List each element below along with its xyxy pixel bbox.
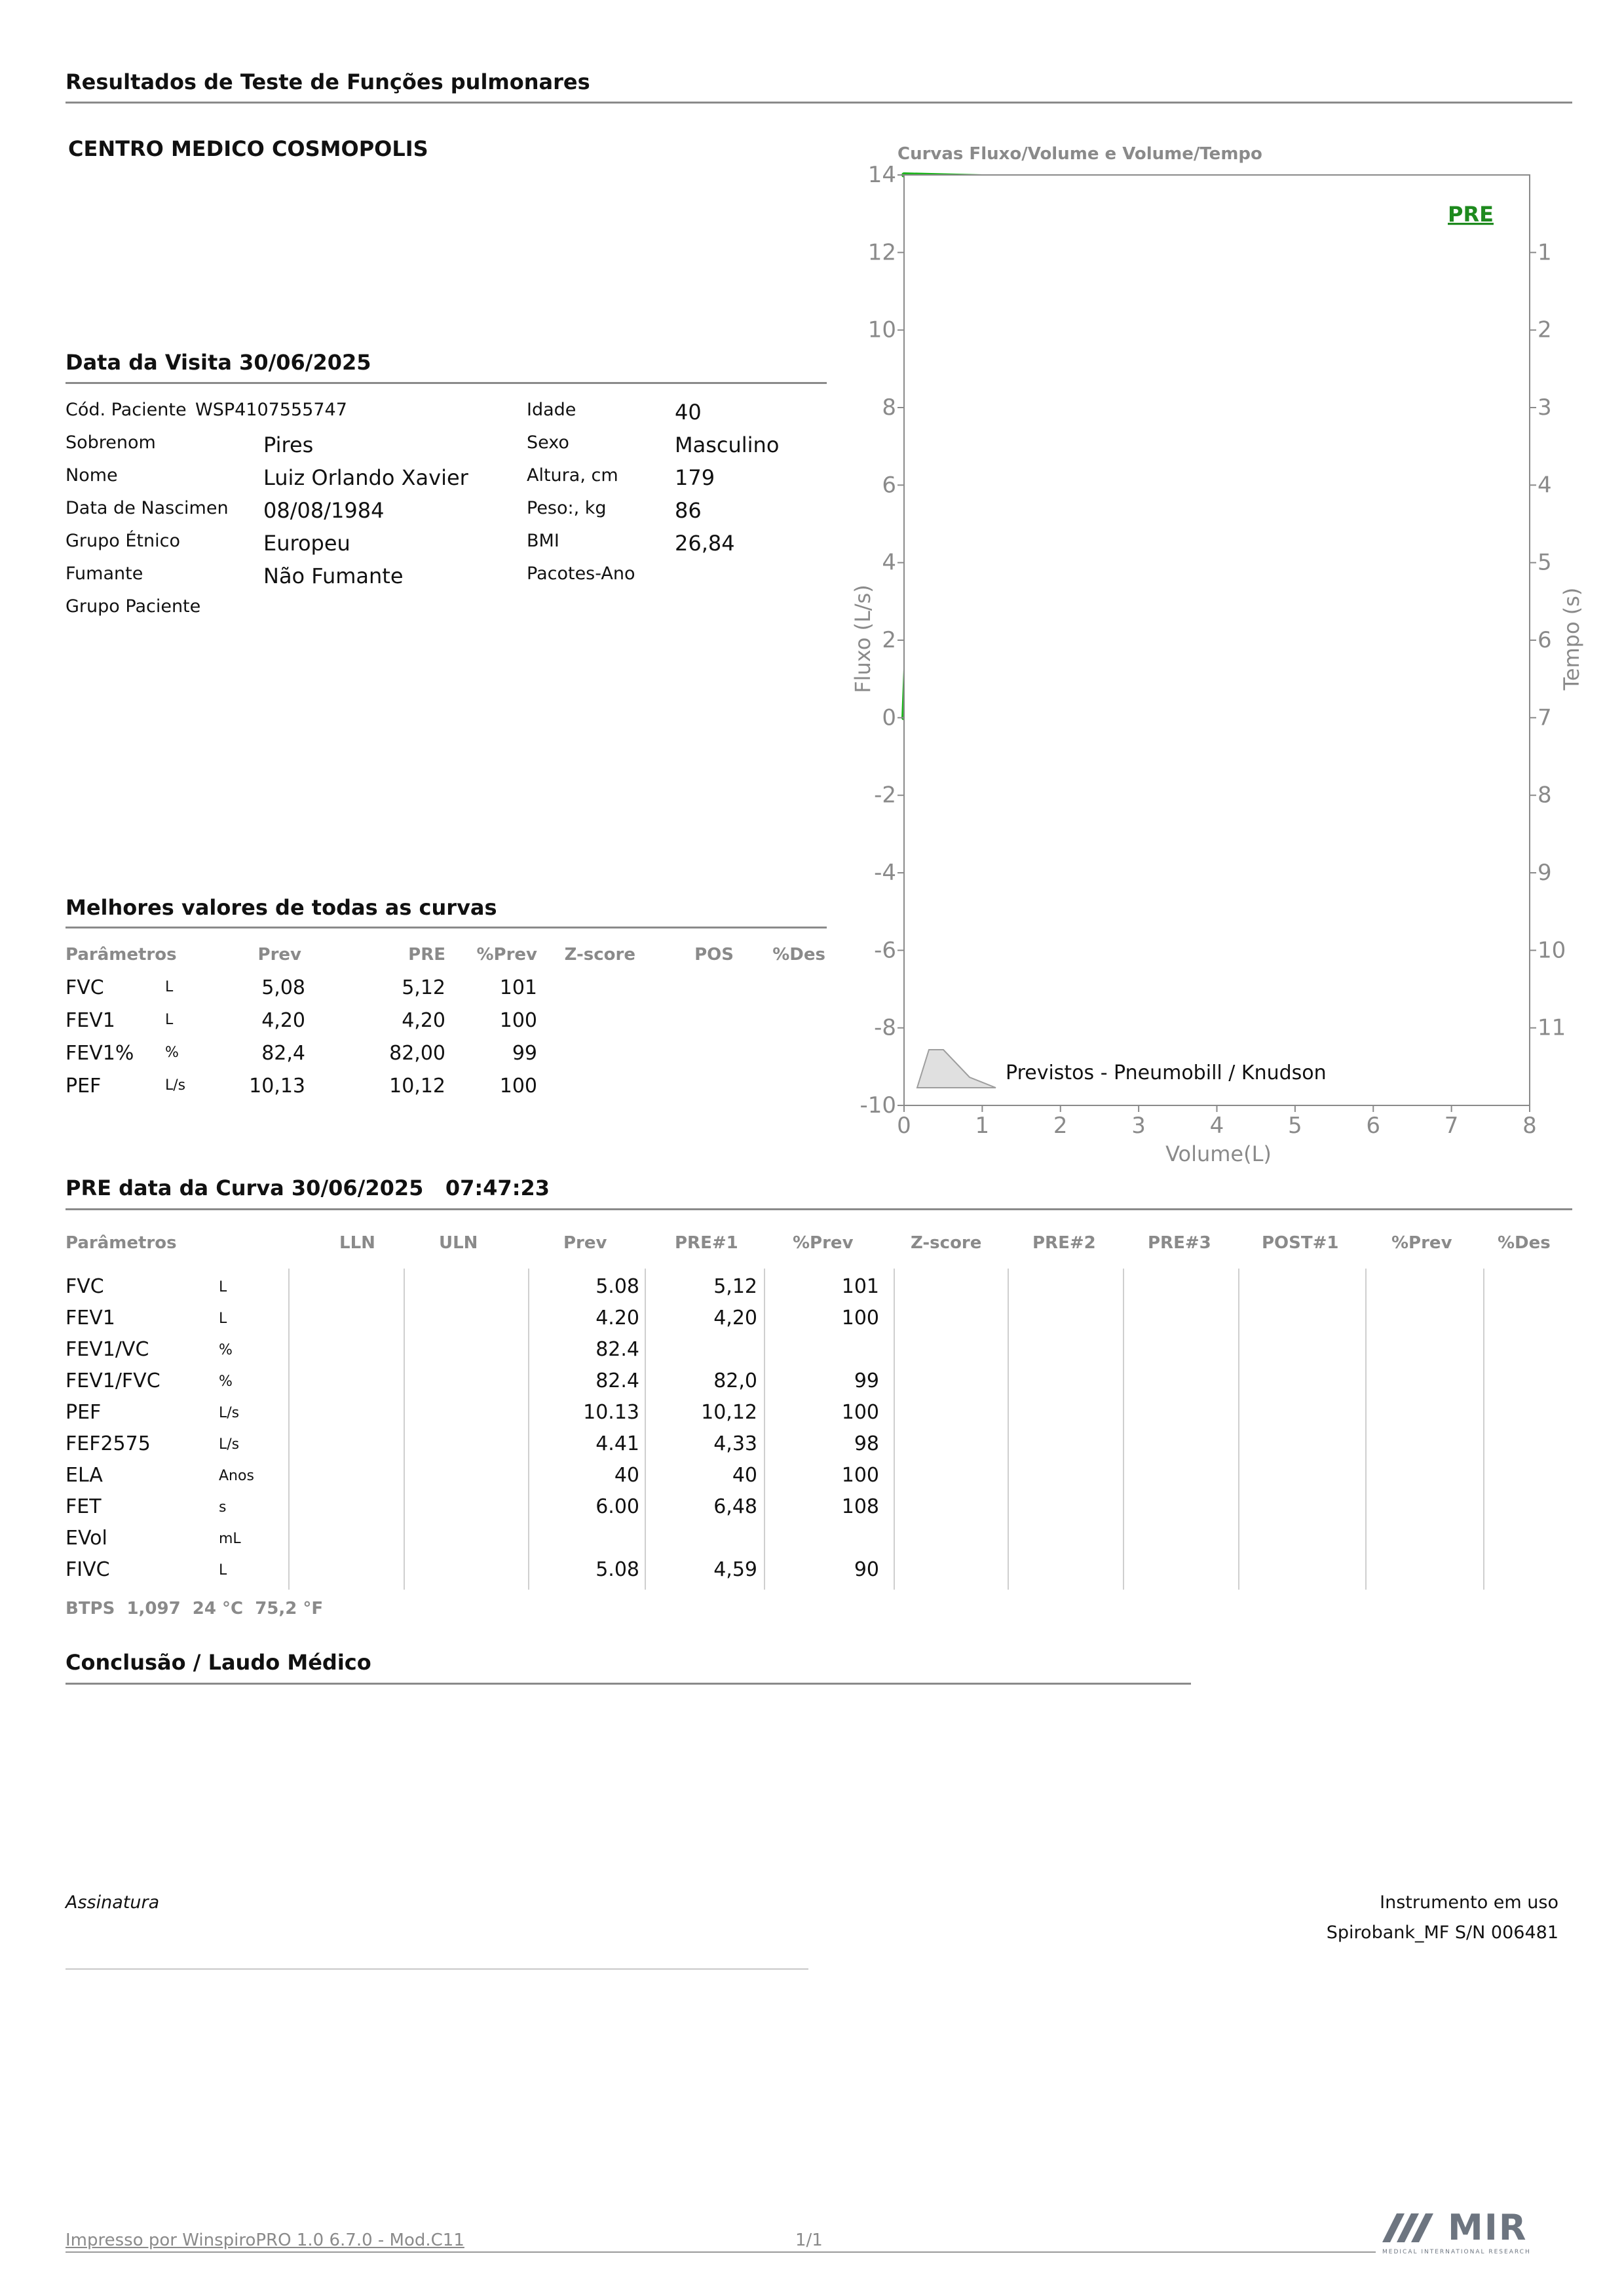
signature-line	[66, 1968, 808, 1970]
ethnic-value: Europeu	[263, 531, 350, 556]
dob-label: Data de Nascimen	[66, 498, 229, 518]
x-tick-label: 4	[1209, 1113, 1224, 1139]
prev-value: 4,20	[261, 1009, 305, 1032]
y2-tick-label: 3	[1538, 394, 1552, 421]
pre1-value: 4,20	[713, 1307, 757, 1330]
surname-value: Pires	[263, 432, 314, 457]
y2-tick-label: 8	[1538, 782, 1552, 809]
prev-value: 82,4	[261, 1042, 305, 1065]
param-name: FEV1/VC	[66, 1338, 149, 1361]
x-axis-label: Volume(L)	[1165, 1141, 1272, 1166]
pre1-value: 10,12	[701, 1401, 757, 1424]
pre1-value: 6,48	[713, 1495, 757, 1518]
height-value: 179	[675, 465, 715, 490]
param-name: FEV1/FVC	[66, 1369, 161, 1392]
packs-label: Pacotes-Ano	[527, 564, 635, 584]
param-name: FIVC	[66, 1558, 110, 1581]
pre-value: 10,12	[389, 1075, 445, 1098]
best-header-pos: POS	[694, 945, 734, 965]
prev-value: 10.13	[583, 1401, 639, 1424]
y-tick-label: -2	[874, 782, 896, 809]
patient-code-label: Cód. Paciente	[66, 400, 187, 420]
param-unit: s	[219, 1499, 227, 1516]
surname-label: Sobrenom	[66, 432, 156, 453]
param-unit: L	[219, 1562, 227, 1578]
param-unit: %	[219, 1373, 233, 1390]
flow-volume-chart	[825, 131, 1584, 1179]
pctprev-value: 108	[841, 1495, 879, 1518]
mir-logo-icon	[1382, 2210, 1441, 2246]
y2-tick-label: 5	[1538, 549, 1552, 576]
pctprev-value: 98	[854, 1432, 879, 1455]
prev-value: 4.20	[595, 1307, 639, 1330]
x-tick-label: 3	[1131, 1113, 1146, 1139]
param-unit: %	[165, 1044, 179, 1061]
chart-title: Curvas Fluxo/Volume e Volume/Tempo	[897, 144, 1262, 164]
param-name: FET	[66, 1495, 102, 1518]
mir-logo-subtitle: MEDICAL INTERNATIONAL RESEARCH	[1382, 2249, 1531, 2255]
param-name: FEV1	[66, 1307, 115, 1330]
y-tick-label: 6	[882, 472, 896, 499]
conclusion-divider	[66, 1683, 1191, 1685]
param-name: FEV1%	[66, 1042, 134, 1065]
age-label: Idade	[527, 400, 576, 420]
curve-header-pre2: PRE#2	[1032, 1233, 1096, 1253]
bmi-value: 26,84	[675, 531, 735, 556]
y-tick-label: -6	[874, 937, 896, 964]
curve-header-pctprev: %Prev	[793, 1233, 854, 1253]
param-name: FVC	[66, 976, 104, 999]
age-value: 40	[675, 400, 702, 425]
column-separator	[1483, 1269, 1484, 1590]
param-unit: L	[219, 1311, 227, 1327]
chart-axes	[859, 162, 1566, 1139]
pre-value: 5,12	[402, 976, 445, 999]
prev-value: 5.08	[595, 1558, 639, 1581]
param-unit: L/s	[219, 1405, 240, 1421]
prev-value: 5.08	[595, 1275, 639, 1298]
visit-heading: Data da Visita 30/06/2025	[66, 350, 371, 375]
sex-label: Sexo	[527, 432, 569, 453]
column-separator	[1008, 1269, 1009, 1590]
prev-value: 6.00	[595, 1495, 639, 1518]
prev-value: 4.41	[595, 1432, 639, 1455]
y-tick-label: 10	[867, 316, 896, 343]
param-name: FEV1	[66, 1009, 115, 1032]
curve-heading	[66, 1176, 550, 1200]
x-tick-label: 5	[1288, 1113, 1302, 1139]
pre1-value: 4,59	[713, 1558, 757, 1581]
legend-label: Previstos - Pneumobill / Knudson	[1006, 1062, 1327, 1084]
y-tick-label: 14	[867, 162, 896, 188]
dob-value: 08/08/1984	[263, 498, 385, 523]
pctprev-value: 100	[841, 1464, 879, 1487]
y2-tick-label: 7	[1538, 704, 1552, 731]
param-unit: %	[219, 1342, 233, 1358]
best-header-pre: PRE	[408, 945, 445, 965]
y-tick-label: -10	[859, 1092, 896, 1119]
pctprev-value: 101	[841, 1275, 879, 1298]
instrument-value: Spirobank_MF S/N 006481	[1326, 1923, 1558, 1943]
curve-header-param: Parâmetros	[66, 1233, 177, 1253]
weight-value: 86	[675, 498, 702, 523]
curve-header-prev: Prev	[563, 1233, 607, 1253]
param-name: PEF	[66, 1401, 102, 1424]
param-unit: L	[219, 1279, 227, 1295]
best-header-zscore: Z-score	[564, 945, 635, 965]
curve-header-lln: LLN	[339, 1233, 375, 1253]
bmi-label: BMI	[527, 531, 559, 551]
y-tick-label: 0	[882, 704, 896, 731]
param-unit: L	[165, 979, 174, 995]
y2-tick-label: 9	[1538, 860, 1552, 886]
pre1-value: 5,12	[713, 1275, 757, 1298]
pre-value: 82,00	[389, 1042, 445, 1065]
y-axis-label: Fluxo (L/s)	[850, 584, 875, 693]
x-tick-label: 2	[1053, 1113, 1068, 1139]
curve-header-uln: ULN	[439, 1233, 478, 1253]
column-separator	[1365, 1269, 1367, 1590]
curve-heading-date: PRE data da Curva 30/06/2025	[66, 1176, 424, 1200]
prev-value: 40	[614, 1464, 639, 1487]
pctprev-value: 100	[841, 1307, 879, 1330]
param-unit: L/s	[219, 1436, 240, 1453]
curve-heading-time: 07:47:23	[445, 1176, 550, 1200]
y2-tick-label: 6	[1538, 627, 1552, 653]
pre1-value: 4,33	[713, 1432, 757, 1455]
prev-value: 5,08	[261, 976, 305, 999]
x-tick-label: 8	[1522, 1113, 1537, 1139]
curve-header-zscore: Z-score	[911, 1233, 982, 1253]
page-number: 1/1	[795, 2230, 823, 2250]
report-title: Resultados de Teste de Funções pulmonares	[66, 69, 590, 94]
prev-value: 82.4	[595, 1369, 639, 1392]
instrument-label: Instrumento em uso	[1380, 1892, 1558, 1913]
y-tick-label: 12	[867, 239, 896, 266]
pctprev-value: 99	[854, 1369, 879, 1392]
pre-value: 4,20	[402, 1009, 445, 1032]
mir-logo	[1382, 2207, 1566, 2259]
y2-tick-label: 2	[1538, 316, 1552, 343]
height-label: Altura, cm	[527, 465, 618, 486]
y2-tick-label: 11	[1538, 1014, 1566, 1041]
name-label: Nome	[66, 465, 118, 486]
pre1-value: 82,0	[713, 1369, 757, 1392]
mir-logo-text: MIR	[1448, 2207, 1528, 2248]
y2-tick-label: 4	[1538, 472, 1552, 499]
param-unit: Anos	[219, 1468, 254, 1484]
pctprev-value: 100	[499, 1075, 537, 1098]
param-name: EVol	[66, 1527, 107, 1550]
smoker-label: Fumante	[66, 564, 143, 584]
pctprev-value: 90	[854, 1558, 879, 1581]
smoker-value: Não Fumante	[263, 564, 404, 588]
y2-axis-label: Tempo (s)	[1559, 587, 1584, 691]
pctprev-value: 100	[841, 1401, 879, 1424]
param-unit: L	[165, 1012, 174, 1028]
x-tick-label: 6	[1366, 1113, 1381, 1139]
y2-tick-label: 10	[1538, 937, 1566, 964]
param-unit: mL	[219, 1531, 241, 1547]
footer-line	[66, 2251, 1376, 2253]
curve-header-post1: POST#1	[1262, 1233, 1339, 1253]
sex-value: Masculino	[675, 432, 780, 457]
y-tick-label: 4	[882, 549, 896, 576]
series-label: PRE	[1448, 202, 1494, 227]
plot-frame	[904, 175, 1530, 1105]
column-separator	[1238, 1269, 1239, 1590]
pre1-value: 40	[732, 1464, 757, 1487]
btps-info: BTPS 1,097 24 °C 75,2 °F	[66, 1599, 324, 1618]
y-tick-label: -4	[874, 860, 896, 886]
column-separator	[894, 1269, 895, 1590]
signature-label: Assinatura	[66, 1892, 160, 1913]
y-tick-label: -8	[874, 1014, 896, 1041]
visit-divider	[66, 382, 827, 384]
best-header-pctprev: %Prev	[476, 945, 537, 965]
pctprev-value: 101	[499, 976, 537, 999]
ethnic-label: Grupo Étnico	[66, 531, 180, 551]
column-separator	[645, 1269, 646, 1590]
name-value: Luiz Orlando Xavier	[263, 465, 468, 490]
curve-header-pre3: PRE#3	[1148, 1233, 1211, 1253]
x-tick-label: 0	[897, 1113, 911, 1139]
y-tick-label: 8	[882, 394, 896, 421]
param-name: PEF	[66, 1075, 102, 1098]
column-separator	[764, 1269, 765, 1590]
weight-label: Peso:, kg	[527, 498, 607, 518]
x-tick-label: 1	[975, 1113, 990, 1139]
y-tick-label: 2	[882, 627, 896, 653]
y2-tick-label: 1	[1538, 239, 1552, 266]
curve-header-pre1: PRE#1	[675, 1233, 738, 1253]
param-unit: L/s	[165, 1077, 186, 1094]
best-header-param: Parâmetros	[66, 945, 177, 965]
header-divider	[66, 102, 1572, 104]
column-separator	[288, 1269, 290, 1590]
curve-divider	[66, 1208, 1572, 1210]
x-tick-label: 7	[1444, 1113, 1459, 1139]
column-separator	[404, 1269, 405, 1590]
center-name: CENTRO MEDICO COSMOPOLIS	[68, 136, 428, 161]
patient-group-label: Grupo Paciente	[66, 596, 201, 617]
curve-header-pctprev2: %Prev	[1391, 1233, 1452, 1253]
best-heading: Melhores valores de todas as curvas	[66, 895, 497, 920]
printed-by: Impresso por WinspiroPRO 1.0 6.7.0 - Mod.C11	[66, 2230, 464, 2250]
pctprev-value: 99	[512, 1042, 537, 1065]
curve-header-pctdes: %Des	[1498, 1233, 1551, 1253]
best-divider	[66, 927, 827, 928]
prev-value: 10,13	[249, 1075, 305, 1098]
column-separator	[1123, 1269, 1124, 1590]
pctprev-value: 100	[499, 1009, 537, 1032]
best-header-prev: Prev	[257, 945, 301, 965]
param-name: FVC	[66, 1275, 104, 1298]
param-name: FEF2575	[66, 1432, 151, 1455]
conclusion-heading: Conclusão / Laudo Médico	[66, 1650, 371, 1675]
param-name: ELA	[66, 1464, 103, 1487]
patient-code: WSP4107555747	[195, 400, 347, 420]
best-header-pctdes: %Des	[772, 945, 825, 965]
column-separator	[528, 1269, 529, 1590]
prev-value: 82.4	[595, 1338, 639, 1361]
